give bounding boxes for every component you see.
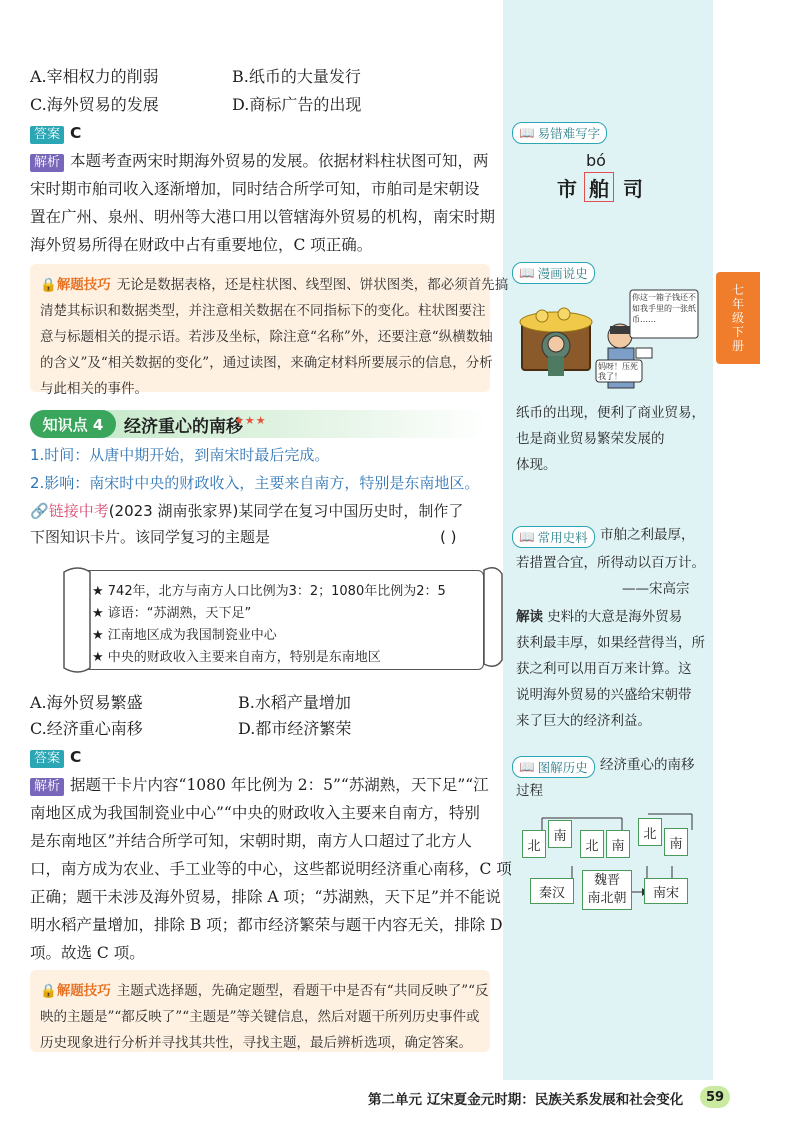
tip-text: 历史现象进行分析并寻找其共性，寻找主题，最后辨析选项，确定答案。: [40, 1035, 472, 1051]
q1-analysis-text: 本题考查两宋时期海外贸易的发展。依据材料柱状图可知，两: [70, 152, 489, 170]
grade-tab-char: 年: [731, 297, 744, 311]
q1-analysis-line: 海外贸易所得在财政中占有重要地位，C 项正确。: [30, 236, 373, 254]
card-line: ★ 742年，北方与南方人口比例为3：2；1080年比例为2：5: [92, 584, 446, 599]
source-text: 若措置合宜，所得动以百万计。: [516, 555, 705, 571]
grade-tab-char: 七: [731, 283, 744, 297]
q2-analysis-line: [30, 772, 489, 798]
q2-option-b: B.水稻产量增加: [238, 693, 351, 712]
q2-analysis-text: 据题干卡片内容“1080 年比例为 2：5”“苏湖熟，天下足”“江: [70, 776, 489, 794]
tip-text: 的含义”及“相关数据的变化”，通过读图，来确定材料所要展示的信息，分析: [40, 355, 493, 371]
answer-badge: 答案: [30, 126, 64, 144]
diagram-title: 过程: [516, 783, 543, 799]
comic-caption: 体现。: [516, 457, 557, 473]
importance-stars: ★★★: [234, 414, 267, 427]
diagram-box-nansong: 南宋: [644, 878, 688, 904]
page-number: 59: [700, 1086, 730, 1108]
answer-badge: 答案: [30, 750, 64, 768]
q1-answer-row: [30, 120, 81, 146]
diagram-box-south: 南: [548, 820, 572, 848]
comic-bubble: 你这一箱子钱还不如我手里的一张纸币……: [632, 293, 696, 324]
q1-option-a: A.宰相权力的削弱: [30, 67, 159, 86]
card-line: ★ 谚语：“苏湖熟，天下足”: [92, 606, 252, 621]
diagram-title: 经济重心的南移: [600, 757, 695, 773]
tip-box: [30, 264, 509, 397]
interpretation-line: 解读 史料的大意是海外贸易: [516, 609, 683, 625]
analysis-badge: 解析: [30, 154, 64, 172]
interpretation-line: 获利最丰厚，如果经营得当，所: [516, 635, 705, 651]
q2-analysis-line: 明水稻产量增加，排除 B 项；都市经济繁荣与题干内容无关，排除 D: [30, 916, 503, 934]
q2-analysis-line: 项。故选 C 项。: [30, 944, 145, 962]
knowledge-point-title: 经济重心的南移: [124, 417, 243, 437]
pinyin: bó: [586, 151, 606, 170]
sidebar-label-hard-words: 📖 易错难写字: [512, 122, 607, 144]
link-exam-text: 下图知识卡片。该同学复习的主题是: [30, 528, 271, 546]
tip-label: 🔒解题技巧: [40, 983, 111, 999]
q1-option-c: C.海外贸易的发展: [30, 95, 159, 114]
diagram-box-north: 北: [580, 830, 604, 858]
comic-caption: 也是商业贸易繁荣发展的: [516, 431, 665, 447]
interpretation-line: 获之利可以用百万来计算。这: [516, 661, 692, 677]
tip-text: 主题式选择题，先确定题型，看题干中是否有“共同反映了”“反: [116, 983, 489, 999]
diagram-box-north: 北: [638, 818, 662, 846]
kp-effect: 2.影响：南宋时中央的财政收入，主要来自南方，特别是东南地区。: [30, 474, 480, 492]
q2-option-d: D.都市经济繁荣: [238, 719, 352, 738]
q1-analysis-line: [30, 148, 489, 174]
tip-text: 清楚其标识和数据类型，并注意相关数据在不同指标下的变化。柱状图要注: [40, 303, 486, 319]
tip-text: 意与标题相关的提示语。若涉及坐标，除注意“名称”外，还要注意“纵横数轴: [40, 329, 493, 345]
hard-word-char: 司: [623, 176, 643, 201]
tip-text: 无论是数据表格，还是柱状图、线型图、饼状图类，都必须首先搞: [116, 277, 509, 293]
q2-answer-row: [30, 744, 81, 770]
diagram-box-weijin: 魏晋 南北朝: [582, 870, 632, 910]
diagram-box-south: 南: [664, 828, 688, 856]
diagram-box-qinhan: 秦汉: [530, 878, 574, 904]
q2-answer: C: [70, 748, 82, 766]
q2-analysis-line: 南地区成为我国制瓷业中心”“中央的财政收入主要来自南方，特别: [30, 804, 480, 822]
source-attribution: ——宋高宗: [622, 581, 690, 597]
sidebar-label-diagram: 📖 图解历史: [512, 756, 595, 778]
q2-option-a: A.海外贸易繁盛: [30, 693, 143, 712]
q1-option-d: D.商标广告的出现: [232, 95, 362, 114]
tip-box: [30, 970, 490, 1052]
knowledge-point-label: 知识点 4: [30, 410, 116, 438]
link-exam-text: (2023 湖南张家界)某同学在复习中国历史时，制作了: [108, 502, 464, 520]
q2-analysis-line: 口，南方成为农业、手工业等的中心，这些都说明经济重心南移，C 项: [30, 860, 512, 878]
diagram-box-north: 北: [522, 830, 546, 858]
hard-word-char: 市: [557, 176, 577, 201]
q2-analysis-line: 是东南地区”并结合所学可知，宋朝时期，南方人口超过了北方人: [30, 832, 472, 850]
sidebar-label-comic: 📖 漫画说史: [512, 262, 595, 284]
tip-label: 🔒解题技巧: [40, 277, 111, 293]
hard-word-char-highlight: 舶: [584, 172, 614, 202]
tip-text: 与此相关的事件。: [40, 381, 148, 397]
card-line: ★ 江南地区成为我国制瓷业中心: [92, 628, 277, 643]
grade-tab[interactable]: [716, 272, 760, 364]
kp-time: 1.时间：从唐中期开始，到南宋时最后完成。: [30, 446, 330, 464]
source-text: 市舶之利最厚，: [600, 527, 695, 543]
tip-text: 映的主题是”“都反映了”“主题是”等关键信息，然后对题干所列历史事件或: [40, 1009, 480, 1025]
grade-tab-char: 册: [731, 339, 744, 353]
analysis-badge: 解析: [30, 778, 64, 796]
card-line: ★ 中央的财政收入主要来自南方，特别是东南地区: [92, 650, 381, 665]
q1-option-b: B.纸币的大量发行: [232, 67, 361, 86]
footer-unit-title: 第二单元 辽宋夏金元时期：民族关系发展和社会变化: [368, 1092, 684, 1108]
q2-option-c: C.经济重心南移: [30, 719, 143, 738]
interpretation-line: 来了巨大的经济利益。: [516, 713, 651, 729]
link-exam-line: [30, 498, 463, 524]
answer-paren: ( ): [440, 528, 457, 546]
link-exam-label: 🔗链接中考: [30, 502, 109, 520]
grade-tab-char: 级: [731, 311, 744, 325]
diagram-box-south: 南: [606, 830, 630, 858]
comic-caption: 纸币的出现，便利了商业贸易，: [516, 405, 705, 421]
q2-analysis-line: 正确；题干未涉及海外贸易，排除 A 项；“苏湖熟，天下足”并不能说: [30, 888, 501, 906]
sidebar-label-sources: 📖 常用史料: [512, 526, 595, 548]
q1-answer: C: [70, 124, 82, 142]
q1-analysis-line: 置在广州、泉州、明州等大港口用以管辖海外贸易的机构，南宋时期: [30, 208, 496, 226]
interpretation-line: 说明海外贸易的兴盛给宋朝带: [516, 687, 692, 703]
q1-analysis-line: 宋时期市舶司收入逐渐增加，同时结合所学可知，市舶司是宋朝设: [30, 180, 480, 198]
comic-bubble: 妈呀！压死我了！: [598, 362, 638, 381]
grade-tab-char: 下: [731, 325, 744, 339]
